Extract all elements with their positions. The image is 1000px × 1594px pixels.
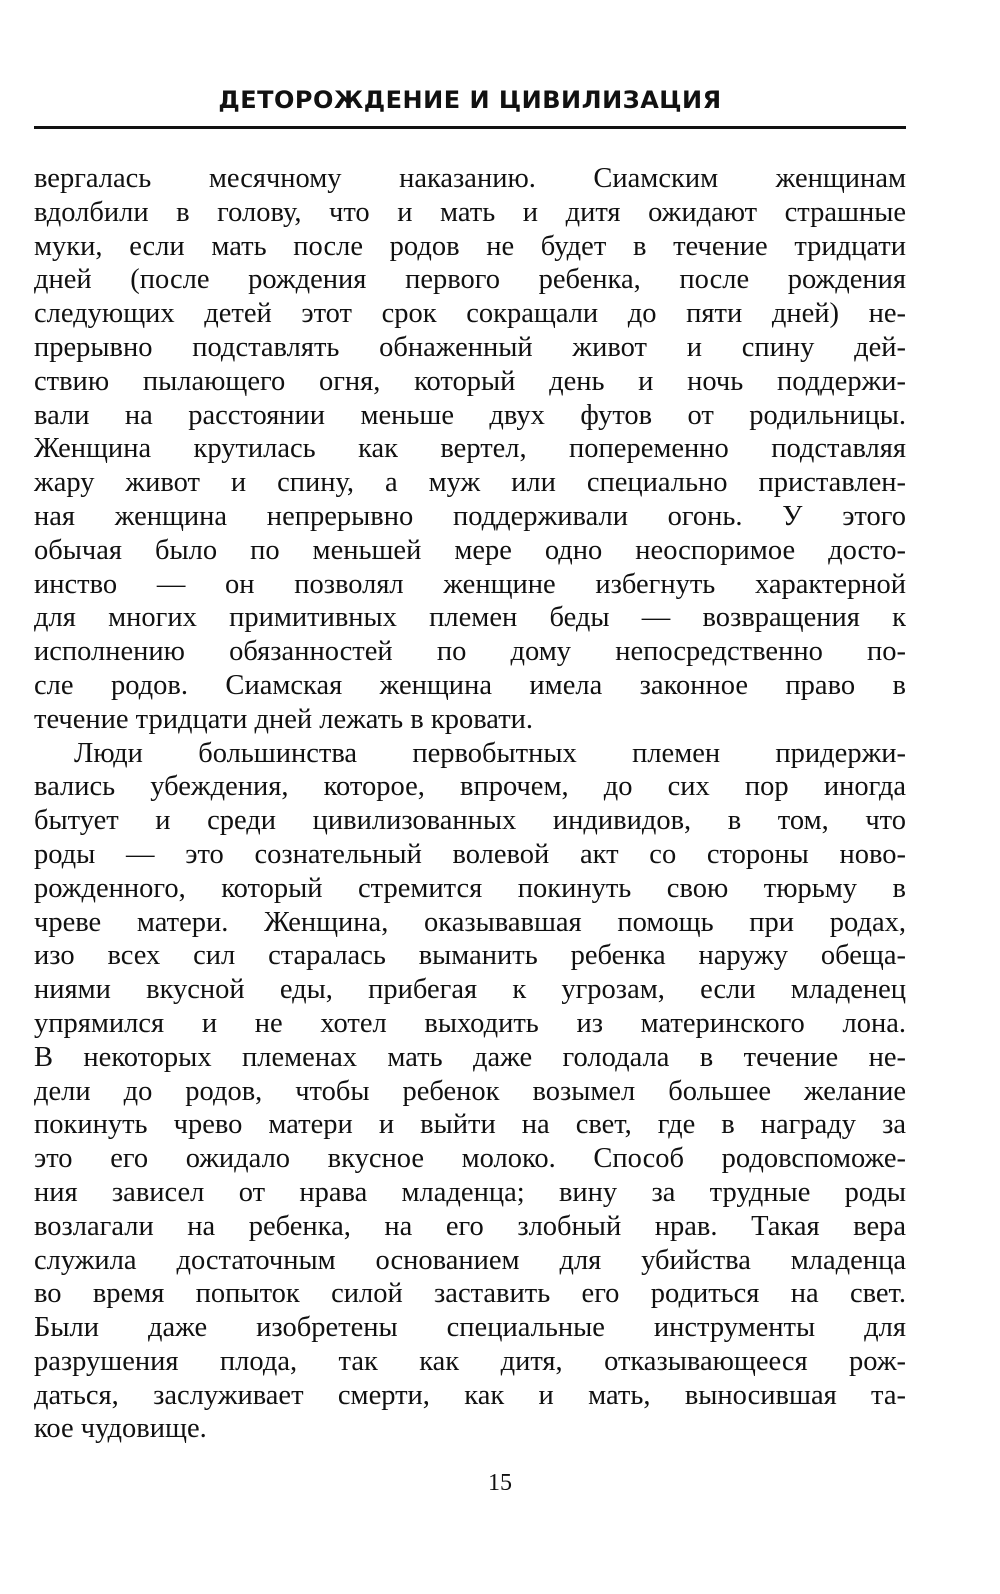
text-line: обычая было по меньшей мере одно неоспоримое досто- bbox=[34, 534, 906, 566]
text-line: муки, если мать после родов не будет в течение тридцати bbox=[34, 230, 906, 262]
page-number: 15 bbox=[488, 1470, 512, 1496]
text-line: вергалась месячному наказанию. Сиамским женщинам bbox=[34, 163, 906, 194]
text-line: сле родов. Сиамская женщина имела законное право в bbox=[34, 669, 906, 701]
text-line: следующих детей этот срок сокращали до пяти дней) не- bbox=[34, 298, 906, 330]
paragraph bbox=[34, 162, 906, 737]
body-text bbox=[34, 162, 906, 1446]
text-line: исполнению обязанностей по дому непосредственно по- bbox=[34, 636, 906, 668]
text-line: чреве матери. Женщина, оказывавшая помощь при родах, bbox=[34, 906, 906, 938]
paragraph bbox=[34, 737, 906, 1447]
running-head: ДЕТОРОЖДЕНИЕ И ЦИВИЛИЗАЦИЯ bbox=[218, 86, 722, 114]
text-line: рожденного, который стремится покинуть свою тюрьму в bbox=[34, 872, 906, 904]
text-line: возлагали на ребенка, на его злобный нрав. Такая вера bbox=[34, 1210, 906, 1242]
text-line: дней (после рождения первого ребенка, после рождения bbox=[34, 264, 906, 296]
text-line: Женщина крутилась как вертел, попеременно подставляя bbox=[34, 433, 906, 465]
text-line: ния зависел от нрава младенца; вину за трудные роды bbox=[34, 1176, 906, 1208]
text-line: прерывно подставлять обнаженный живот и спину дей- bbox=[34, 331, 906, 363]
text-line: вали на расстоянии меньше двух футов от родильницы. bbox=[34, 399, 906, 431]
text-line: дели до родов, чтобы ребенок возымел большее желание bbox=[34, 1075, 906, 1107]
text-line: для многих примитивных племен беды — возвращения к bbox=[34, 602, 906, 634]
text-line: вдолбили в голову, что и мать и дитя ожидают страшные bbox=[34, 196, 906, 228]
text-line: ниями вкусной еды, прибегая к угрозам, если младенец bbox=[34, 974, 906, 1006]
text-line: это его ожидало вкусное молоко. Способ родовспоможе- bbox=[34, 1143, 906, 1175]
text-line: бытует и среди цивилизованных индивидов, в том, что bbox=[34, 805, 906, 837]
text-line: разрушения плода, так как дитя, отказывающееся рож- bbox=[34, 1345, 906, 1377]
text-line: изо всех сил старалась выманить ребенка наружу обеща- bbox=[34, 940, 906, 972]
text-line: покинуть чрево матери и выйти на свет, где в награду за bbox=[34, 1109, 906, 1141]
text-line: В некоторых племенах мать даже голодала в течение не- bbox=[34, 1041, 906, 1073]
text-line: Были даже изобретены специальные инструменты для bbox=[34, 1312, 906, 1344]
text-line: жару живот и спину, а муж или специально приставлен- bbox=[34, 467, 906, 499]
text-line: упрямился и не хотел выходить из материнского лона. bbox=[34, 1007, 906, 1039]
text-line: кое чудовище. bbox=[34, 1413, 207, 1445]
text-line: Люди большинства первобытных племен придержи- bbox=[74, 737, 906, 769]
text-line: роды — это сознательный волевой акт со стороны ново- bbox=[34, 838, 906, 870]
text-line: вались убеждения, которое, впрочем, до сих пор иногда bbox=[34, 771, 906, 803]
text-line: течение тридцати дней лежать в кровати. bbox=[34, 703, 534, 735]
text-line: ная женщина непрерывно поддерживали огонь. У этого bbox=[34, 500, 906, 532]
text-line: даться, заслуживает смерти, как и мать, выносившая та- bbox=[34, 1379, 906, 1411]
header-rule bbox=[34, 126, 906, 129]
text-line: инство — он позволял женщине избегнуть характерной bbox=[34, 568, 906, 600]
text-line: во время попыток силой заставить его родиться на свет. bbox=[34, 1278, 906, 1310]
text-line: служила достаточным основанием для убийства младенца bbox=[34, 1244, 906, 1276]
text-line: ствию пылающего огня, который день и ночь поддержи- bbox=[34, 365, 906, 397]
